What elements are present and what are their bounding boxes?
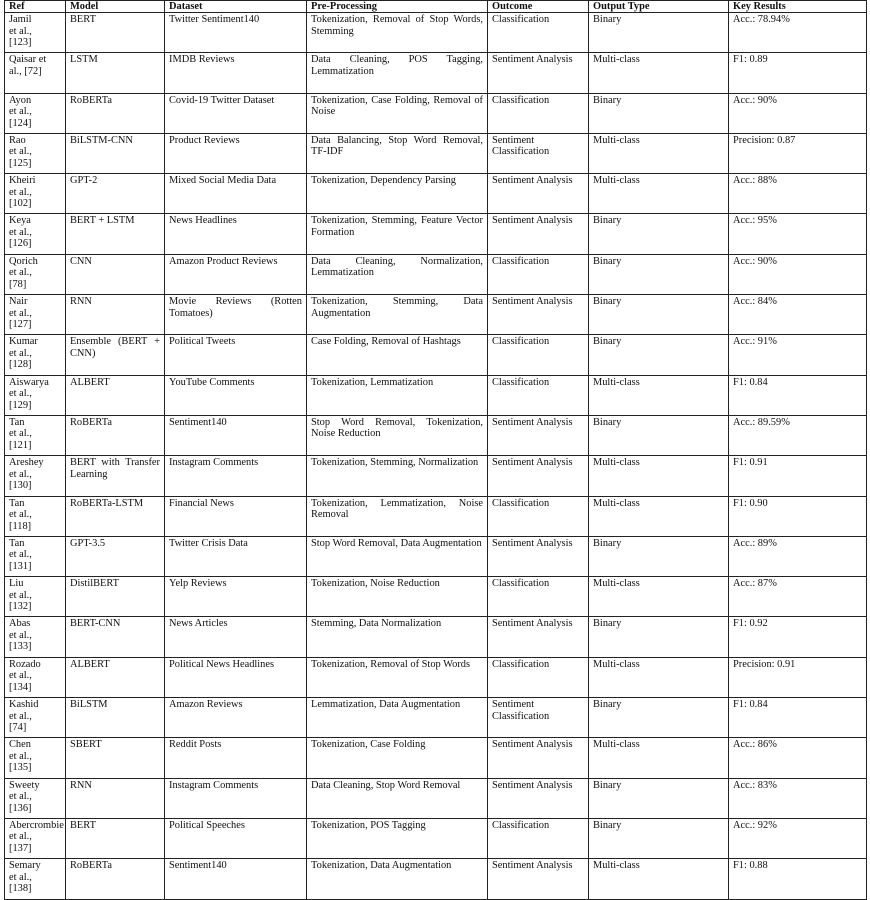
cell-key-results: Acc.: 89% bbox=[729, 536, 867, 576]
cell-model: BERT bbox=[66, 818, 165, 858]
cell-outcome: Classification bbox=[488, 577, 589, 617]
cell-model: BERT bbox=[66, 13, 165, 53]
cell-outcome: Classification bbox=[488, 335, 589, 375]
table-row bbox=[5, 174, 867, 214]
table-row bbox=[5, 335, 867, 375]
cell-ref: Kashid et al., [74] bbox=[5, 698, 66, 738]
table-row bbox=[5, 657, 867, 697]
table-row bbox=[5, 53, 867, 93]
table-body bbox=[5, 13, 867, 900]
cell-ref: Abercrombie et al., [137] bbox=[5, 818, 66, 858]
cell-output-type: Multi-class bbox=[589, 859, 729, 899]
cell-dataset: Twitter Sentiment140 bbox=[165, 13, 307, 53]
cell-dataset: Reddit Posts bbox=[165, 738, 307, 778]
cell-ref: Jamil et al., [123] bbox=[5, 13, 66, 53]
cell-ref: Aiswarya et al., [129] bbox=[5, 375, 66, 415]
table-row bbox=[5, 456, 867, 496]
cell-pre-processing: Tokenization, Stemming, Normalization bbox=[307, 456, 488, 496]
cell-output-type: Multi-class bbox=[589, 133, 729, 173]
cell-output-type: Multi-class bbox=[589, 456, 729, 496]
cell-ref: Areshey et al., [130] bbox=[5, 456, 66, 496]
table-row bbox=[5, 818, 867, 858]
cell-key-results: Acc.: 86% bbox=[729, 738, 867, 778]
cell-key-results: F1: 0.91 bbox=[729, 456, 867, 496]
cell-key-results: F1: 0.89 bbox=[729, 53, 867, 93]
cell-outcome: Classification bbox=[488, 93, 589, 133]
table-row bbox=[5, 415, 867, 455]
cell-key-results: Acc.: 88% bbox=[729, 174, 867, 214]
cell-key-results: F1: 0.92 bbox=[729, 617, 867, 657]
cell-pre-processing: Tokenization, Case Folding bbox=[307, 738, 488, 778]
cell-dataset: Financial News bbox=[165, 496, 307, 536]
cell-pre-processing: Tokenization, POS Tagging bbox=[307, 818, 488, 858]
cell-key-results: Acc.: 89.59% bbox=[729, 415, 867, 455]
cell-outcome: Classification bbox=[488, 254, 589, 294]
cell-output-type: Binary bbox=[589, 818, 729, 858]
cell-ref: Ayon et al., [124] bbox=[5, 93, 66, 133]
cell-output-type: Binary bbox=[589, 214, 729, 254]
cell-ref: Qorich et al., [78] bbox=[5, 254, 66, 294]
cell-outcome: Sentiment Analysis bbox=[488, 53, 589, 93]
cell-ref: Kumar et al., [128] bbox=[5, 335, 66, 375]
cell-outcome: Classification bbox=[488, 13, 589, 53]
header-key-results: Key Results bbox=[729, 1, 867, 13]
cell-dataset: Political Speeches bbox=[165, 818, 307, 858]
cell-dataset: Political News Headlines bbox=[165, 657, 307, 697]
cell-pre-processing: Tokenization, Lemmatization, Noise Removal bbox=[307, 496, 488, 536]
cell-output-type: Multi-class bbox=[589, 496, 729, 536]
cell-pre-processing: Data Balancing, Stop Word Removal, TF-IDF bbox=[307, 133, 488, 173]
table-row bbox=[5, 133, 867, 173]
cell-pre-processing: Tokenization, Removal of Stop Words, Stemming bbox=[307, 13, 488, 53]
cell-dataset: Instagram Comments bbox=[165, 778, 307, 818]
table-row bbox=[5, 93, 867, 133]
cell-ref: Chen et al., [135] bbox=[5, 738, 66, 778]
cell-dataset: Mixed Social Media Data bbox=[165, 174, 307, 214]
cell-ref: Rao et al., [125] bbox=[5, 133, 66, 173]
table-row bbox=[5, 375, 867, 415]
cell-pre-processing: Stemming, Data Normalization bbox=[307, 617, 488, 657]
cell-pre-processing: Data Cleaning, Normalization, Lemmatization bbox=[307, 254, 488, 294]
cell-dataset: Sentiment140 bbox=[165, 859, 307, 899]
cell-ref: Abas et al., [133] bbox=[5, 617, 66, 657]
table-row bbox=[5, 738, 867, 778]
cell-outcome: Sentiment Classification bbox=[488, 698, 589, 738]
header-dataset: Dataset bbox=[165, 1, 307, 13]
cell-model: SBERT bbox=[66, 738, 165, 778]
cell-key-results: Acc.: 83% bbox=[729, 778, 867, 818]
cell-pre-processing: Data Cleaning, Stop Word Removal bbox=[307, 778, 488, 818]
cell-output-type: Multi-class bbox=[589, 53, 729, 93]
cell-pre-processing: Tokenization, Stemming, Data Augmentation bbox=[307, 295, 488, 335]
cell-dataset: YouTube Comments bbox=[165, 375, 307, 415]
cell-dataset: News Articles bbox=[165, 617, 307, 657]
cell-model: RNN bbox=[66, 778, 165, 818]
cell-outcome: Sentiment Analysis bbox=[488, 536, 589, 576]
cell-dataset: Amazon Product Reviews bbox=[165, 254, 307, 294]
cell-outcome: Sentiment Analysis bbox=[488, 415, 589, 455]
cell-pre-processing: Data Cleaning, POS Tagging, Lemmatization bbox=[307, 53, 488, 93]
cell-key-results: Acc.: 90% bbox=[729, 93, 867, 133]
cell-key-results: Precision: 0.91 bbox=[729, 657, 867, 697]
cell-ref: Tan et al., [121] bbox=[5, 415, 66, 455]
cell-model: DistilBERT bbox=[66, 577, 165, 617]
header-outcome: Outcome bbox=[488, 1, 589, 13]
cell-key-results: Acc.: 95% bbox=[729, 214, 867, 254]
header-row bbox=[5, 1, 867, 13]
cell-pre-processing: Stop Word Removal, Tokenization, Noise Reduction bbox=[307, 415, 488, 455]
cell-model: RoBERTa-LSTM bbox=[66, 496, 165, 536]
cell-model: ALBERT bbox=[66, 657, 165, 697]
cell-key-results: Acc.: 84% bbox=[729, 295, 867, 335]
cell-ref: Qaisar et al., [72] bbox=[5, 53, 66, 93]
cell-output-type: Binary bbox=[589, 415, 729, 455]
cell-ref: Tan et al., [118] bbox=[5, 496, 66, 536]
cell-model: RoBERTa bbox=[66, 93, 165, 133]
cell-dataset: Political Tweets bbox=[165, 335, 307, 375]
cell-output-type: Multi-class bbox=[589, 577, 729, 617]
cell-model: GPT-2 bbox=[66, 174, 165, 214]
table-row bbox=[5, 13, 867, 53]
cell-dataset: Sentiment140 bbox=[165, 415, 307, 455]
cell-pre-processing: Tokenization, Data Augmentation bbox=[307, 859, 488, 899]
cell-output-type: Binary bbox=[589, 335, 729, 375]
cell-model: RoBERTa bbox=[66, 415, 165, 455]
cell-output-type: Multi-class bbox=[589, 375, 729, 415]
cell-outcome: Classification bbox=[488, 818, 589, 858]
cell-outcome: Classification bbox=[488, 657, 589, 697]
cell-dataset: News Headlines bbox=[165, 214, 307, 254]
cell-model: RoBERTa bbox=[66, 859, 165, 899]
cell-output-type: Binary bbox=[589, 295, 729, 335]
cell-outcome: Classification bbox=[488, 496, 589, 536]
cell-dataset: Movie Reviews (Rotten Tomatoes) bbox=[165, 295, 307, 335]
header-pre-processing: Pre-Processing bbox=[307, 1, 488, 13]
cell-model: BERT-CNN bbox=[66, 617, 165, 657]
table-row bbox=[5, 698, 867, 738]
cell-model: ALBERT bbox=[66, 375, 165, 415]
cell-pre-processing: Lemmatization, Data Augmentation bbox=[307, 698, 488, 738]
cell-pre-processing: Case Folding, Removal of Hashtags bbox=[307, 335, 488, 375]
cell-ref: Semary et al., [138] bbox=[5, 859, 66, 899]
table-row bbox=[5, 254, 867, 294]
cell-dataset: Yelp Reviews bbox=[165, 577, 307, 617]
cell-model: LSTM bbox=[66, 53, 165, 93]
cell-dataset: Twitter Crisis Data bbox=[165, 536, 307, 576]
cell-dataset: Instagram Comments bbox=[165, 456, 307, 496]
cell-key-results: F1: 0.84 bbox=[729, 375, 867, 415]
cell-key-results: Acc.: 92% bbox=[729, 818, 867, 858]
cell-pre-processing: Tokenization, Case Folding, Removal of Noise bbox=[307, 93, 488, 133]
table-row bbox=[5, 617, 867, 657]
table-row bbox=[5, 295, 867, 335]
cell-ref: Keya et al., [126] bbox=[5, 214, 66, 254]
cell-ref: Rozado et al., [134] bbox=[5, 657, 66, 697]
cell-outcome: Sentiment Analysis bbox=[488, 859, 589, 899]
cell-outcome: Sentiment Analysis bbox=[488, 456, 589, 496]
cell-dataset: Amazon Reviews bbox=[165, 698, 307, 738]
cell-output-type: Multi-class bbox=[589, 657, 729, 697]
results-table bbox=[4, 0, 867, 900]
cell-pre-processing: Tokenization, Dependency Parsing bbox=[307, 174, 488, 214]
header-model: Model bbox=[66, 1, 165, 13]
cell-pre-processing: Tokenization, Removal of Stop Words bbox=[307, 657, 488, 697]
cell-outcome: Sentiment Analysis bbox=[488, 617, 589, 657]
cell-key-results: Precision: 0.87 bbox=[729, 133, 867, 173]
cell-output-type: Binary bbox=[589, 617, 729, 657]
table-row bbox=[5, 214, 867, 254]
cell-ref: Sweety et al., [136] bbox=[5, 778, 66, 818]
cell-dataset: Product Reviews bbox=[165, 133, 307, 173]
cell-model: BiLSTM-CNN bbox=[66, 133, 165, 173]
cell-key-results: Acc.: 78.94% bbox=[729, 13, 867, 53]
cell-output-type: Multi-class bbox=[589, 738, 729, 778]
table-row bbox=[5, 778, 867, 818]
cell-outcome: Sentiment Analysis bbox=[488, 174, 589, 214]
cell-key-results: F1: 0.90 bbox=[729, 496, 867, 536]
cell-output-type: Binary bbox=[589, 536, 729, 576]
cell-key-results: Acc.: 91% bbox=[729, 335, 867, 375]
cell-model: Ensemble (BERT + CNN) bbox=[66, 335, 165, 375]
cell-pre-processing: Tokenization, Lemmatization bbox=[307, 375, 488, 415]
cell-output-type: Binary bbox=[589, 698, 729, 738]
cell-model: BERT + LSTM bbox=[66, 214, 165, 254]
cell-pre-processing: Tokenization, Stemming, Feature Vector Formation bbox=[307, 214, 488, 254]
cell-model: BiLSTM bbox=[66, 698, 165, 738]
cell-key-results: F1: 0.84 bbox=[729, 698, 867, 738]
cell-model: GPT-3.5 bbox=[66, 536, 165, 576]
header-output-type: Output Type bbox=[589, 1, 729, 13]
table-row bbox=[5, 496, 867, 536]
cell-model: RNN bbox=[66, 295, 165, 335]
cell-outcome: Sentiment Analysis bbox=[488, 295, 589, 335]
cell-model: CNN bbox=[66, 254, 165, 294]
cell-outcome: Sentiment Analysis bbox=[488, 738, 589, 778]
cell-dataset: IMDB Reviews bbox=[165, 53, 307, 93]
cell-output-type: Binary bbox=[589, 13, 729, 53]
cell-model: BERT with Transfer Learning bbox=[66, 456, 165, 496]
cell-outcome: Sentiment Analysis bbox=[488, 778, 589, 818]
header-ref: Ref bbox=[5, 1, 66, 13]
cell-output-type: Multi-class bbox=[589, 174, 729, 214]
cell-dataset: Covid-19 Twitter Dataset bbox=[165, 93, 307, 133]
table-row bbox=[5, 536, 867, 576]
cell-outcome: Classification bbox=[488, 375, 589, 415]
cell-key-results: Acc.: 90% bbox=[729, 254, 867, 294]
cell-ref: Kheiri et al., [102] bbox=[5, 174, 66, 214]
table-row bbox=[5, 859, 867, 899]
cell-ref: Liu et al., [132] bbox=[5, 577, 66, 617]
table-row bbox=[5, 577, 867, 617]
cell-output-type: Binary bbox=[589, 778, 729, 818]
cell-output-type: Binary bbox=[589, 254, 729, 294]
cell-key-results: F1: 0.88 bbox=[729, 859, 867, 899]
cell-ref: Tan et al., [131] bbox=[5, 536, 66, 576]
cell-output-type: Binary bbox=[589, 93, 729, 133]
cell-pre-processing: Tokenization, Noise Reduction bbox=[307, 577, 488, 617]
cell-key-results: Acc.: 87% bbox=[729, 577, 867, 617]
cell-pre-processing: Stop Word Removal, Data Augmentation bbox=[307, 536, 488, 576]
cell-outcome: Sentiment Analysis bbox=[488, 214, 589, 254]
cell-ref: Nair et al., [127] bbox=[5, 295, 66, 335]
cell-outcome: Sentiment Classification bbox=[488, 133, 589, 173]
